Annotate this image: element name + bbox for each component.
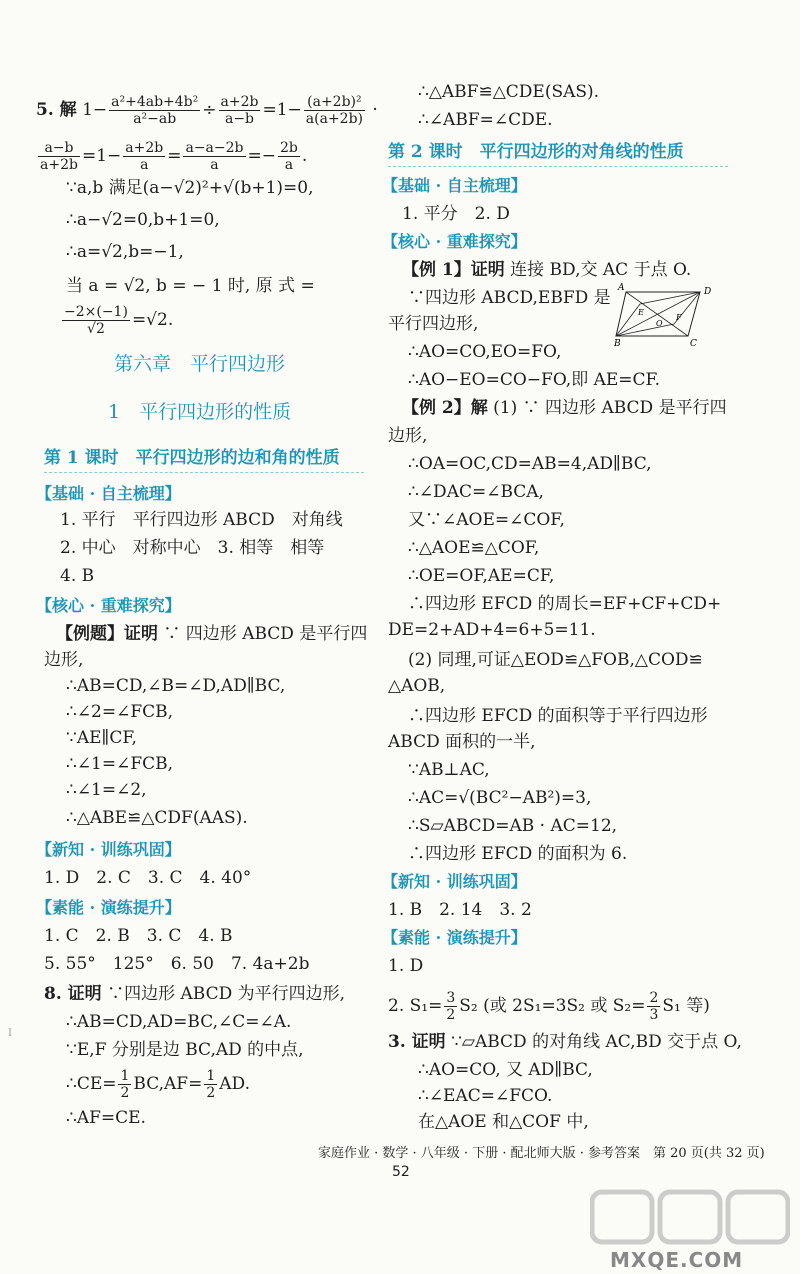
text-line: 又∵∠AOE=∠COF, — [408, 510, 565, 530]
expr-text: AD. — [219, 1074, 250, 1094]
problem-3-line-1 — [388, 1032, 742, 1052]
fraction — [123, 140, 165, 173]
text-line: 1. D — [388, 956, 424, 976]
fraction — [647, 990, 660, 1023]
section-head-skill: 【素能 · 演练提升】 — [36, 898, 181, 917]
text-line: ∴四边形 EFCD 的面积为 6. — [408, 844, 628, 864]
label-c: C — [690, 339, 697, 348]
fraction — [304, 94, 365, 127]
margin-mark: I — [8, 1028, 12, 1039]
problem-8-line-1 — [44, 984, 345, 1004]
expr-text: (1) ∵ 四边形 ABCD 是平行四 — [487, 398, 727, 418]
numerator: a−b — [38, 140, 80, 157]
lesson-title: 第 1 课时 平行四边形的边和角的性质 — [44, 448, 340, 468]
text-line: 2. 中心 对称中心 3. 相等 相等 — [60, 538, 325, 558]
label-e: E — [638, 308, 644, 317]
denominator: 2 — [206, 1085, 216, 1101]
fraction — [444, 990, 457, 1023]
expr-text: ∴CE= — [66, 1074, 117, 1094]
text-line: DE=2+AD+4=6+5=11. — [388, 620, 596, 640]
logo-block — [592, 1192, 652, 1242]
text-line: ∵AB⊥AC, — [408, 760, 490, 780]
text-line: 边形, — [388, 426, 428, 446]
fraction — [204, 1068, 217, 1101]
expr-text: =√2. — [131, 310, 174, 330]
text-line: ∴∠ABF=∠CDE. — [418, 110, 553, 130]
fraction — [38, 140, 80, 173]
denominator: a−b — [224, 111, 255, 127]
parallelogram-diagram — [614, 282, 714, 348]
expr-text: ∵ 四边形 ABCD 是平行四 — [158, 624, 368, 644]
fraction — [219, 94, 261, 127]
text-line: ∴四边形 EFCD 的面积等于平行四边形 — [408, 706, 708, 726]
example-label: 【例题】证明 — [56, 624, 158, 644]
text-line: ∴AO=CO, 又 AD∥BC, — [418, 1060, 593, 1080]
skill-2-line — [388, 990, 710, 1023]
text-line: ∴OE=OF,AE=CF, — [408, 566, 555, 586]
text-line: ∴∠EAC=∠FCO. — [418, 1086, 553, 1106]
denominator: a — [284, 157, 294, 173]
text-line: (2) 同理,可证△EOD≌△FOB,△COD≌ — [408, 650, 703, 670]
expr-text: =1− — [262, 100, 302, 120]
problem-label: 8. 证明 — [44, 984, 102, 1004]
expr-text: ∵▱ABCD 的对角线 AC,BD 交于点 O, — [445, 1032, 742, 1052]
problem-8-line-4 — [36, 1068, 250, 1101]
numerator: 1 — [206, 1068, 216, 1084]
diagonal-bd — [616, 292, 700, 336]
numerator: (a+2b)² — [304, 94, 365, 111]
text-line: △AOB, — [388, 676, 446, 696]
section-head-basic: 【基础 · 自主梳理】 — [382, 176, 527, 195]
numerator: 3 — [446, 990, 456, 1006]
label-a: A — [618, 283, 625, 293]
section-head-new: 【新知 · 训练巩固】 — [36, 840, 181, 859]
expr-text: ÷ — [202, 100, 217, 120]
text-line: 4. B — [60, 566, 95, 586]
text-line: ∴△ABE≌△CDF(AAS). — [66, 808, 248, 828]
text-line: 平行四边形, — [388, 314, 479, 334]
section-title: 1 平行四边形的性质 — [108, 401, 292, 423]
text-line: ∴AO−EO=CO−FO,即 AE=CF. — [408, 370, 661, 390]
text-line: ∴四边形 EFCD 的周长=EF+CF+CD+ — [408, 594, 722, 614]
chapter-title: 第六章 平行四边形 — [114, 353, 286, 375]
expr-text: · — [372, 100, 378, 120]
denominator: a — [210, 157, 219, 173]
text-line: 1. 平分 2. D — [402, 204, 510, 224]
section-head-new: 【新知 · 训练巩固】 — [382, 872, 527, 891]
expr-text: 1− — [82, 100, 108, 120]
numerator: a+2b — [220, 94, 259, 110]
text-line: 在△AOE 和△COF 中, — [418, 1112, 589, 1132]
denominator: 2 — [120, 1085, 130, 1101]
watermark-text: MXQE.COM — [610, 1248, 744, 1272]
text-line: ∴∠1=∠FCB, — [66, 754, 174, 774]
text-line: ∵a,b 满足(a−√2)²+√(b+1)=0, — [66, 178, 314, 198]
label-d: D — [704, 287, 712, 297]
example-line-1 — [56, 624, 367, 644]
denominator: 2 — [446, 1007, 456, 1023]
text-line: ∵四边形 ABCD,EBFD 是 — [408, 288, 611, 308]
expr-text: BC,AF= — [133, 1074, 203, 1094]
page-number: 52 — [392, 1164, 410, 1180]
divider — [44, 472, 364, 474]
fraction — [278, 140, 300, 173]
text-line: 1. C 2. B 3. C 4. B — [44, 926, 233, 946]
section-head-basic: 【基础 · 自主梳理】 — [36, 484, 181, 503]
expr-text: =1− — [81, 146, 122, 166]
text-line: ∵E,F 分别是边 BC,AD 的中点, — [66, 1040, 304, 1060]
expr-text: . — [301, 146, 308, 166]
text-line: ∴AO=CO,EO=FO, — [408, 342, 562, 362]
logo-block — [728, 1192, 788, 1242]
expr-text: 2. S₁= — [388, 996, 443, 1016]
denominator: 3 — [649, 1007, 659, 1023]
text-line: ∴∠2=∠FCB, — [66, 702, 174, 722]
section-head-skill: 【素能 · 演练提升】 — [382, 928, 527, 947]
text-line: ∴∠1=∠2, — [66, 780, 147, 800]
denominator: a — [140, 157, 149, 173]
text-line: ∴△ABF≌△CDE(SAS). — [418, 82, 600, 102]
example-label: 【例 1】证明 — [402, 260, 505, 280]
numerator: a−a−2b — [185, 140, 244, 156]
text-line: 1. B 2. 14 3. 2 — [388, 900, 532, 920]
text-line: ∴AC=√(BC²−AB²)=3, — [408, 788, 592, 808]
label-b: B — [614, 339, 621, 348]
text-line: ∴AB=CD,∠B=∠D,AD∥BC, — [66, 676, 286, 696]
expr-text: 连接 BD,交 AC 于点 O. — [504, 260, 692, 280]
section-head-core: 【核心 · 重难探究】 — [382, 232, 527, 251]
denominator: a+2b — [40, 157, 78, 173]
text-line: ∴OA=OC,CD=AB=4,AD∥BC, — [408, 454, 652, 474]
text-line: ∴AF=CE. — [66, 1108, 146, 1128]
text-line: ∵AE∥CF, — [66, 728, 137, 748]
denominator: a²−ab — [133, 111, 177, 127]
problem-label: 5. 解 — [36, 100, 77, 120]
problem-5-line-2 — [36, 140, 307, 173]
numerator: a+2b — [125, 140, 164, 156]
text-line: 1. 平行 平行四边形 ABCD 对角线 — [60, 510, 343, 530]
numerator: a²+4ab+4b² — [111, 94, 199, 110]
example-1-line-1 — [402, 260, 691, 280]
fraction — [62, 304, 130, 337]
expr-text: ∵四边形 ABCD 为平行四边形, — [101, 984, 346, 1004]
expr-text: S₂ (或 2S₁=3S₂ 或 S₂= — [459, 996, 646, 1016]
label-f: F — [676, 313, 682, 322]
divider — [388, 166, 728, 168]
problem-5-line-1 — [36, 94, 378, 127]
text-line: ∴∠DAC=∠BCA, — [408, 482, 544, 502]
expr-text: = — [167, 146, 182, 166]
text-line: ∴AB=CD,AD=BC,∠C=∠A. — [66, 1012, 292, 1032]
numerator: 1 — [120, 1068, 130, 1084]
text-line: ABCD 面积的一半, — [388, 732, 536, 752]
text-line: ∴a−√2=0,b+1=0, — [66, 210, 220, 230]
example-label: 【例 2】解 — [402, 398, 488, 418]
text-line: 5. 55° 125° 6. 50 7. 4a+2b — [44, 954, 310, 974]
expr-text: =− — [247, 146, 276, 166]
text-line: ∴△AOE≌△COF, — [408, 538, 540, 558]
problem-5-result — [60, 304, 173, 337]
page-footer: 家庭作业 · 数学 · 八年级 · 下册 · 配北师大版 · 参考答案 第 20 页(共 32 页) — [318, 1146, 765, 1161]
text-line: ∴a=√2,b=−1, — [66, 242, 184, 262]
lesson-title: 第 2 课时 平行四边形的对角线的性质 — [388, 142, 684, 162]
text-line: 当 a = √2, b = − 1 时, 原 式 = — [66, 276, 315, 296]
denominator: a(a+2b) — [305, 111, 363, 127]
denominator: √2 — [87, 321, 105, 337]
label-o: O — [656, 319, 663, 328]
numerator: 2b — [280, 140, 298, 156]
numerator: 2 — [649, 990, 659, 1006]
text-line: ∴S▱ABCD=AB · AC=12, — [408, 816, 618, 836]
expr-text: S₁ 等) — [662, 996, 710, 1016]
fraction — [109, 94, 200, 127]
fraction — [118, 1068, 131, 1101]
section-head-core: 【核心 · 重难探究】 — [36, 596, 181, 615]
text-line: 边形, — [44, 650, 84, 670]
text-line: 1. D 2. C 3. C 4. 40° — [44, 868, 252, 888]
fraction — [183, 140, 245, 173]
logo-block — [660, 1192, 720, 1242]
numerator: −2×(−1) — [64, 304, 128, 320]
problem-label: 3. 证明 — [388, 1032, 446, 1052]
example-2-line-1 — [402, 398, 727, 418]
